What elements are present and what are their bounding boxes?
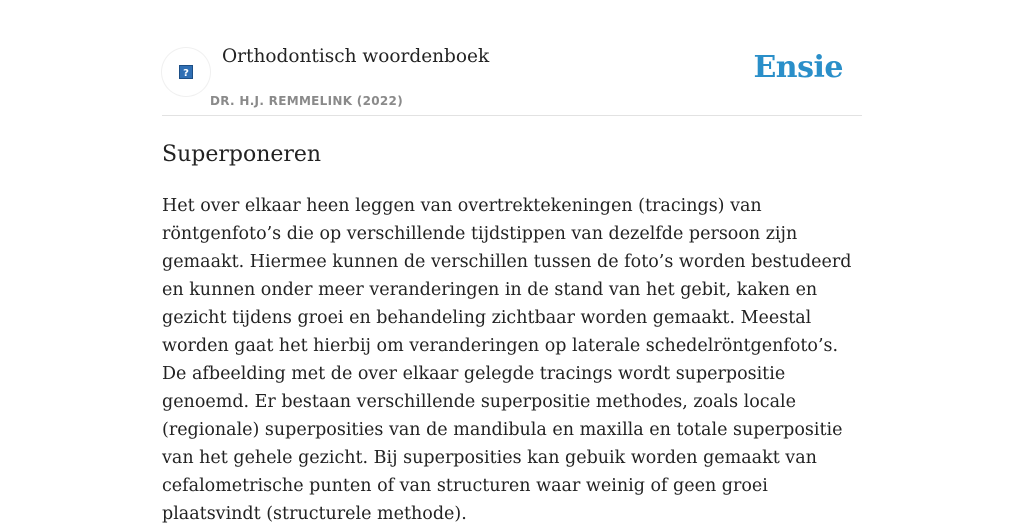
entry-page (162, 40, 862, 528)
entry-definition: Het over elkaar heen leggen van overtrektekeningen (tracings) van röntgenfoto’s die op verschillende tijdstippen van dezelfde persoon zijn gemaakt. Hiermee kunnen de verschillen tussen de foto’s worden bestudeerd en kunnen onder meer veranderingen in de stand van het gebit, kaken en gezicht tijdens groei en behandeling zichtbaar worden gemaakt. Meestal worden gaat het hierbij om veranderingen op laterale schedelröntgenfoto’s. De afbeelding met de over elkaar gelegde tracings wordt superpositie genoemd. Er bestaan verschillende superpositie methodes, zoals locale (regionale) superposities van de mandibula en maxilla en totale superpositie van het gehele gezicht. Bij superposities kan gebuik worden gemaakt van cefalometrische punten of van structuren waar weinig of geen groei plaatsvindt (structurele methode). (162, 196, 852, 524)
book-author: DR. H.J. REMMELINK (2022) (210, 94, 403, 108)
broken-image-icon (179, 65, 193, 79)
svg-text:?: ? (183, 68, 189, 79)
book-placeholder-icon[interactable] (162, 48, 210, 96)
page-header (162, 40, 862, 116)
entry-title: Superponeren (162, 142, 322, 167)
ensie-logo[interactable]: Ensie (753, 50, 843, 85)
book-title-link[interactable]: Orthodontisch woordenboek (222, 46, 490, 67)
